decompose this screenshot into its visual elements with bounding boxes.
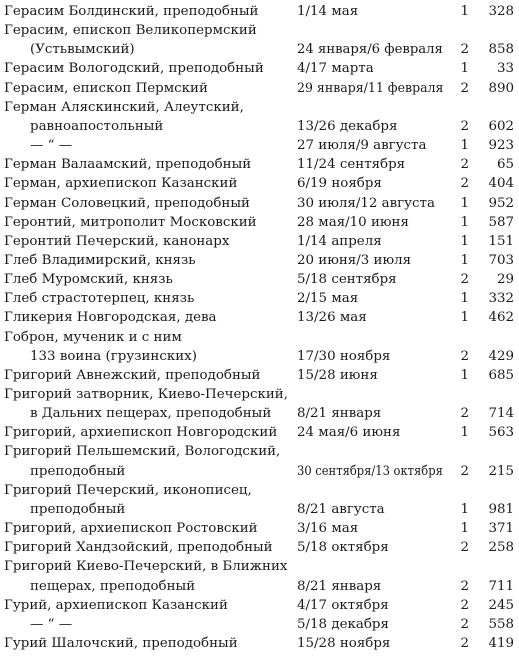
index-entry (0, 423, 519, 442)
entry-date: 5/18 сентября (297, 272, 397, 288)
index-entry (0, 347, 519, 366)
entry-date: 4/17 марта (297, 61, 374, 77)
index-entry (0, 251, 519, 270)
index-entry (0, 194, 519, 213)
index-entry (0, 462, 519, 481)
entry-name: Герман, архиепископ Казанский (4, 176, 238, 192)
index-entry (0, 328, 519, 347)
entry-date: 30 сентября/13 октября (297, 463, 443, 479)
index-entry (0, 155, 519, 174)
index-entry (0, 79, 519, 98)
index-entry (0, 232, 519, 251)
entry-page: 711 (488, 578, 514, 594)
entry-page: 923 (488, 138, 514, 153)
entry-name: Глеб Муромский, князь (4, 272, 173, 288)
entry-date: 1/14 апреля (297, 233, 382, 249)
entry-volume: 2 (460, 118, 469, 134)
entry-date: 5/18 октября (297, 540, 389, 556)
entry-name: Глеб страстотерпец, князь (4, 291, 195, 307)
entry-date: 5/18 декабря (297, 616, 389, 632)
entry-name: пещерах, преподобный (30, 578, 196, 594)
index-entry (0, 596, 519, 615)
entry-page: 258 (488, 540, 514, 556)
index-entry (0, 308, 519, 327)
entry-volume: 1 (460, 4, 469, 19)
entry-date: 3/16 мая (297, 521, 359, 536)
entry-page: 332 (488, 291, 514, 307)
entry-date: 8/21 января (297, 578, 382, 594)
entry-page: 558 (488, 616, 514, 632)
entry-page: 33 (496, 61, 514, 77)
index-entry (0, 481, 519, 500)
entry-date: 24 января/6 февраля (297, 42, 443, 58)
entry-name: Гурий Шалочский, преподобный (4, 635, 238, 651)
entry-name: равноапостольный (30, 118, 164, 134)
index-entry (0, 538, 519, 557)
entry-page: 952 (488, 195, 514, 211)
entry-date: 28 мая/10 июня (297, 214, 409, 230)
index-entry (0, 577, 519, 596)
entry-name: Григорий затворник, Киево-Печерский, (4, 387, 288, 402)
index-entry (0, 2, 519, 21)
index-entry (0, 21, 519, 40)
entry-name: — “ — (30, 138, 73, 153)
entry-date: 6/19 ноября (297, 176, 382, 192)
entry-page: 981 (488, 501, 514, 517)
entry-name: 133 воина (грузинских) (30, 348, 197, 364)
entry-volume: 1 (460, 291, 469, 307)
entry-page: 685 (488, 367, 514, 383)
index-entry (0, 442, 519, 461)
entry-name: (Устьвымский) (30, 42, 135, 58)
entry-page: 890 (488, 80, 514, 96)
entry-name: Григорий, архиепископ Ростовский (4, 521, 258, 536)
entry-date: 8/21 января (297, 406, 382, 422)
entry-page: 245 (488, 597, 514, 613)
entry-date: 20 июня/3 июля (297, 252, 412, 268)
index-entry (0, 500, 519, 519)
entry-name: Геронтий, митрополит Московский (4, 214, 257, 230)
entry-page: 65 (496, 157, 514, 173)
entry-name: Герасим Болдинский, преподобный (4, 4, 259, 19)
entry-name: в Дальних пещерах, преподобный (30, 406, 272, 422)
entry-name: Гурий, архиепископ Казанский (4, 597, 228, 613)
entry-page: 563 (488, 425, 514, 441)
entry-date: 13/26 мая (297, 310, 367, 326)
entry-date: 27 июля/9 августа (297, 138, 427, 153)
entry-volume: 2 (460, 157, 469, 173)
index-entry (0, 136, 519, 155)
entry-date: 2/15 мая (297, 291, 359, 307)
index-entry (0, 174, 519, 193)
index-entry (0, 366, 519, 385)
entry-volume: 1 (460, 310, 469, 326)
entry-name: Геронтий Печерский, канонарх (4, 233, 230, 249)
entry-date: 15/28 июня (297, 367, 378, 383)
entry-name: Григорий Печерский, иконописец, (4, 482, 252, 498)
entry-page: 703 (488, 252, 514, 268)
entry-page: 215 (488, 463, 514, 479)
entry-volume: 2 (460, 578, 469, 594)
entry-page: 151 (488, 233, 514, 249)
entry-date: 13/26 декабря (297, 118, 398, 134)
entry-page: 429 (488, 348, 514, 364)
entry-name: Глеб Владимирский, князь (4, 252, 196, 268)
index-entry (0, 404, 519, 423)
entry-date: 4/17 октября (297, 597, 389, 613)
entry-volume: 1 (460, 138, 469, 153)
entry-name: Гоброн, мученик и с ним (4, 329, 182, 345)
index-entry (0, 98, 519, 117)
index-entry (0, 213, 519, 232)
entry-volume: 2 (460, 406, 469, 422)
entry-name: Герасим Вологодский, преподобный (4, 61, 264, 77)
entry-volume: 2 (460, 616, 469, 632)
index-entry (0, 557, 519, 576)
entry-name: Гликерия Новгородская, дева (4, 310, 217, 326)
entry-name: Григорий Авнежский, преподобный (4, 367, 261, 383)
entry-page: 587 (488, 214, 514, 230)
entry-volume: 2 (460, 348, 469, 364)
entry-volume: 1 (460, 425, 469, 441)
entry-volume: 1 (460, 252, 469, 268)
entry-name: Герман Валаамский, преподобный (4, 157, 252, 173)
entry-name: Григорий Хандзойский, преподобный (4, 540, 273, 556)
entry-page: 404 (488, 176, 514, 192)
index-entry (0, 615, 519, 634)
entry-name: — “ — (30, 616, 73, 632)
entry-name: преподобный (30, 463, 126, 479)
entry-name: Герасим, епископ Великопермский (4, 23, 257, 39)
entry-volume: 1 (460, 501, 469, 517)
entry-volume: 1 (460, 233, 469, 249)
entry-volume: 2 (460, 272, 469, 288)
entry-volume: 1 (460, 195, 469, 211)
entry-name: Григорий Пельшемский, Вологодский, (4, 444, 281, 460)
entry-name: Герман Аляскинский, Алеутский, (4, 99, 244, 115)
index-entry (0, 385, 519, 404)
entry-date: 15/28 ноября (297, 635, 391, 651)
entry-date: 24 мая/6 июня (297, 425, 401, 441)
entry-volume: 2 (460, 635, 469, 651)
entry-page: 419 (488, 635, 514, 651)
entry-volume: 2 (460, 463, 469, 479)
entry-volume: 2 (460, 176, 469, 192)
entry-name: Герасим, епископ Пермский (4, 80, 208, 96)
entry-date: 17/30 ноября (297, 348, 391, 364)
index-entry (0, 270, 519, 289)
entry-page: 371 (488, 521, 514, 536)
entry-name: Григорий, архиепископ Новгородский (4, 425, 278, 441)
index-entry (0, 117, 519, 136)
entry-name: преподобный (30, 501, 126, 517)
entry-date: 11/24 сентября (297, 157, 406, 173)
entry-page: 714 (488, 406, 514, 422)
index-entry (0, 634, 519, 653)
entry-date: 8/21 августа (297, 501, 385, 517)
entry-volume: 2 (460, 80, 469, 96)
index-entry (0, 59, 519, 78)
entry-page: 462 (488, 310, 514, 326)
entry-date: 30 июля/12 августа (297, 195, 435, 211)
index-entry (0, 40, 519, 59)
entry-volume: 1 (460, 521, 469, 536)
entry-name: Григорий Киево-Печерский, в Ближних (4, 559, 288, 575)
entry-page: 858 (488, 42, 514, 58)
index-entry (0, 289, 519, 308)
entry-volume: 2 (460, 42, 469, 58)
entry-page: 602 (488, 118, 514, 134)
entry-volume: 2 (460, 597, 469, 613)
entry-volume: 1 (460, 61, 469, 77)
entry-page: 328 (488, 4, 514, 19)
entry-date: 29 января/11 февраля (297, 80, 444, 96)
entry-name: Герман Соловецкий, преподобный (4, 195, 250, 211)
entry-page: 29 (496, 272, 514, 288)
entry-volume: 1 (460, 214, 469, 230)
entry-volume: 1 (460, 367, 469, 383)
entry-date: 1/14 мая (297, 4, 359, 19)
index-entry (0, 519, 519, 538)
entry-volume: 2 (460, 540, 469, 556)
